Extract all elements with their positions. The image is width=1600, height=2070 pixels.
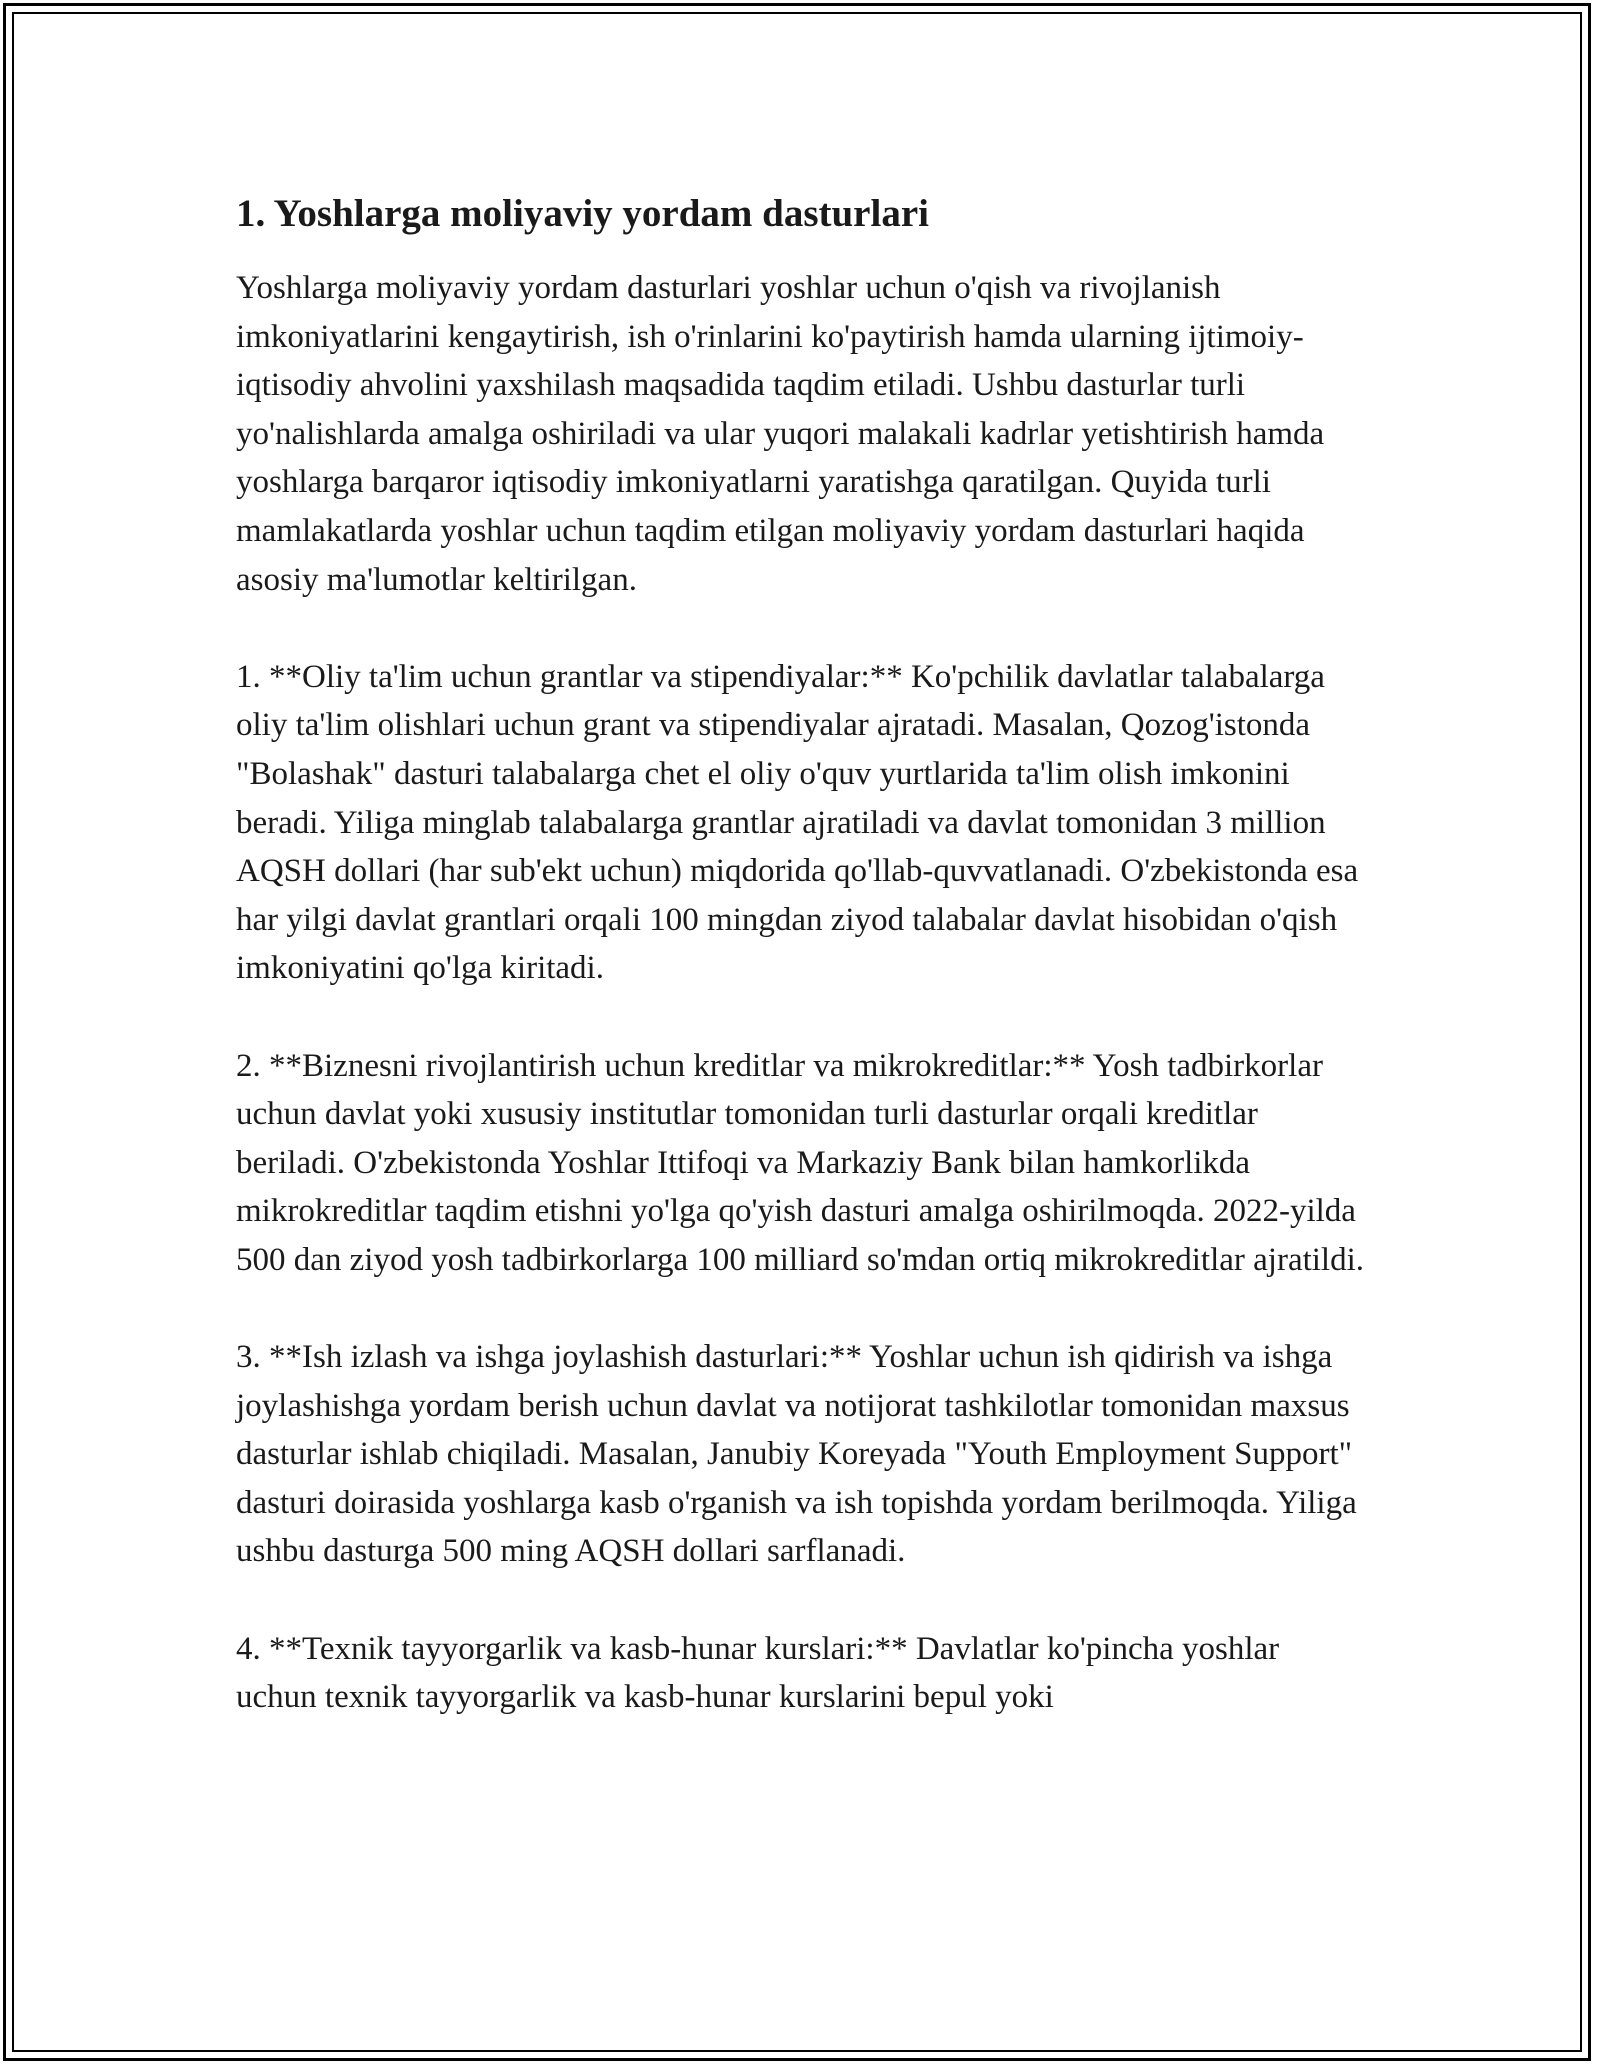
section-heading: 1. Yoshlarga moliyaviy yordam dasturlari xyxy=(236,192,929,235)
list-item-business-credits: 2. **Biznesni rivojlantirish uchun kreditlar va mikrokreditlar:** Yosh tadbirkorlar uchun davlat yoki xususiy institutlar tomonidan turli dasturlar orqali kreditlar beriladi. O'zbekistonda Yoshlar Ittifoqi va Markaziy Bank bilan hamkorlikda mikrokreditlar taqdim etishni yo'lga qo'yish dasturi amalga oshirilmoqda. 2022-yilda 500 dan ziyod yosh tadbirkorlarga 100 milliard so'mdan ortiq mikrokreditlar ajratildi. xyxy=(236,1047,1365,1278)
list-item-job-search-programs: 3. **Ish izlash va ishga joylashish dasturlari:** Yoshlar uchun ish qidirish va ishga joylashishga yordam berish uchun davlat va notijorat tashkilotlar tomonidan maxsus dasturlar ishlab chiqiladi. Masalan, Janubiy Koreyada "Youth Employment Support" dasturi doirasida yoshlarga kasb o'rganish va ish topishda yordam berilmoqda. Yiliga ushbu dasturga 500 ming AQSH dollari sarflanadi. xyxy=(236,1339,1357,1570)
list-item-technical-training: 4. **Texnik tayyorgarlik va kasb-hunar kurslari:** Davlatlar ko'pincha yoshlar uchun texnik tayyorgarlik va kasb-hunar kurslarini bepul yoki xyxy=(236,1630,1280,1716)
document-body xyxy=(236,186,1366,1722)
list-item-higher-education-grants: 1. **Oliy ta'lim uchun grantlar va stipendiyalar:** Ko'pchilik davlatlar talabalarga oliy ta'lim olishlari uchun grant va stipendiyalar ajratadi. Masalan, Qozog'istonda "Bolashak" dasturi talabalarga chet el oliy o'quv yurtlarida ta'lim olish imkonini beradi. Yiliga minglab talabalarga grantlar ajratiladi va davlat tomonidan 3 million AQSH dollari (har sub'ekt uchun) miqdorida qo'llab-quvvatlanadi. O'zbekistonda esa har yilgi davlat grantlari orqali 100 mingdan ziyod talabalar davlat hisobidan o'qish imkoniyatini qo'lga kiritadi. xyxy=(236,658,1359,987)
intro-paragraph: Yoshlarga moliyaviy yordam dasturlari yoshlar uchun o'qish va rivojlanish imkoniyatlarini kengaytirish, ish o'rinlarini ko'paytirish hamda ularning ijtimoiy-iqtisodiy ahvolini yaxshilash maqsadida taqdim etiladi. Ushbu dasturlar turli yo'nalishlarda amalga oshiriladi va ular yuqori malakali kadrlar yetishtirish hamda yoshlarga barqaror iqtisodiy imkoniyatlarni yaratishga qaratilgan. Quyida turli mamlakatlarda yoshlar uchun taqdim etilgan moliyaviy yordam dasturlari haqida asosiy ma'lumotlar keltirilgan. xyxy=(236,270,1325,598)
